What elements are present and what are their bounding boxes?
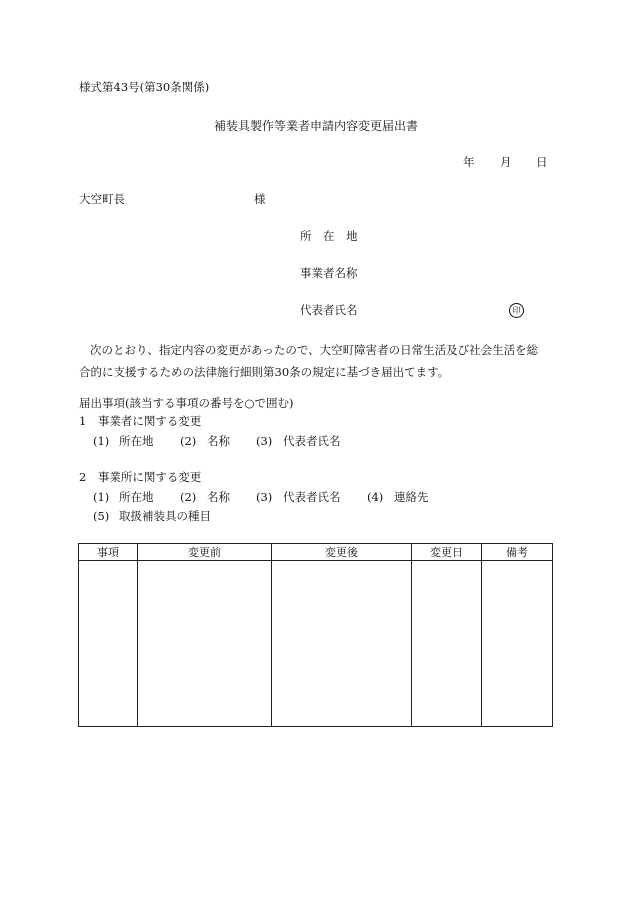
cell-before[interactable]: [138, 561, 272, 727]
header-item: 事項: [79, 544, 138, 561]
header-change-date: 変更日: [412, 544, 482, 561]
addressee-name: 大空町長: [79, 192, 125, 206]
section-2-item-4-label: 連絡先: [394, 490, 429, 504]
seal-mark: 印: [509, 303, 524, 318]
body-paragraph: [79, 339, 551, 383]
section-1-item-3-label: 代表者氏名: [283, 434, 341, 448]
section-1-item-2-label: 名称: [207, 434, 230, 448]
representative-label: 代表者氏名: [300, 303, 358, 317]
section-2-item-2-num: (2): [180, 490, 197, 504]
addressee-honorific: 様: [254, 192, 266, 206]
table-row: [79, 561, 553, 727]
cell-after[interactable]: [272, 561, 412, 727]
table-header-row: [79, 544, 553, 561]
cell-change-date[interactable]: [412, 561, 482, 727]
header-before: 変更前: [138, 544, 272, 561]
section-1-item-1-num: (1): [93, 434, 110, 448]
body-line-2: 合的に支援するための法律施行細則第30条の規定に基づき届出てます。: [79, 365, 450, 379]
document-title: 補装具製作等業者申請内容変更届出書: [214, 119, 419, 133]
section-2-item-5-label: 取扱補装具の種目: [119, 509, 211, 523]
section-2-item-1-label: 所在地: [119, 490, 154, 504]
change-record-table: [78, 543, 553, 727]
date-month-label: 月: [500, 155, 512, 169]
date-year-label: 年: [463, 155, 475, 169]
business-name-label: 事業者名称: [300, 266, 358, 280]
notice-heading: 届出事項(該当する事項の番号を○で囲む): [79, 396, 294, 410]
header-after: 変更後: [272, 544, 412, 561]
section-2-heading: 2 事業所に関する変更: [79, 470, 202, 484]
section-2-item-1-num: (1): [93, 490, 110, 504]
cell-item[interactable]: [79, 561, 138, 727]
header-remarks: 備考: [482, 544, 553, 561]
cell-remarks[interactable]: [482, 561, 553, 727]
form-number: 様式第43号(第30条関係): [79, 80, 210, 94]
section-2-item-4-num: (4): [367, 490, 384, 504]
section-2-item-2-label: 名称: [207, 490, 230, 504]
body-line-1: 次のとおり、指定内容の変更があったので、大空町障害者の日常生活及び社会生活を総: [90, 343, 539, 357]
address-label: 所 在 地: [300, 229, 358, 243]
section-1-item-1-label: 所在地: [119, 434, 154, 448]
section-2-item-3-num: (3): [256, 490, 273, 504]
section-2-item-3-label: 代表者氏名: [283, 490, 341, 504]
date-day-label: 日: [536, 155, 548, 169]
section-1-heading: 1 事業者に関する変更: [79, 414, 202, 428]
section-1-item-3-num: (3): [256, 434, 273, 448]
section-1-item-2-num: (2): [180, 434, 197, 448]
section-2-item-5-num: (5): [93, 509, 110, 523]
